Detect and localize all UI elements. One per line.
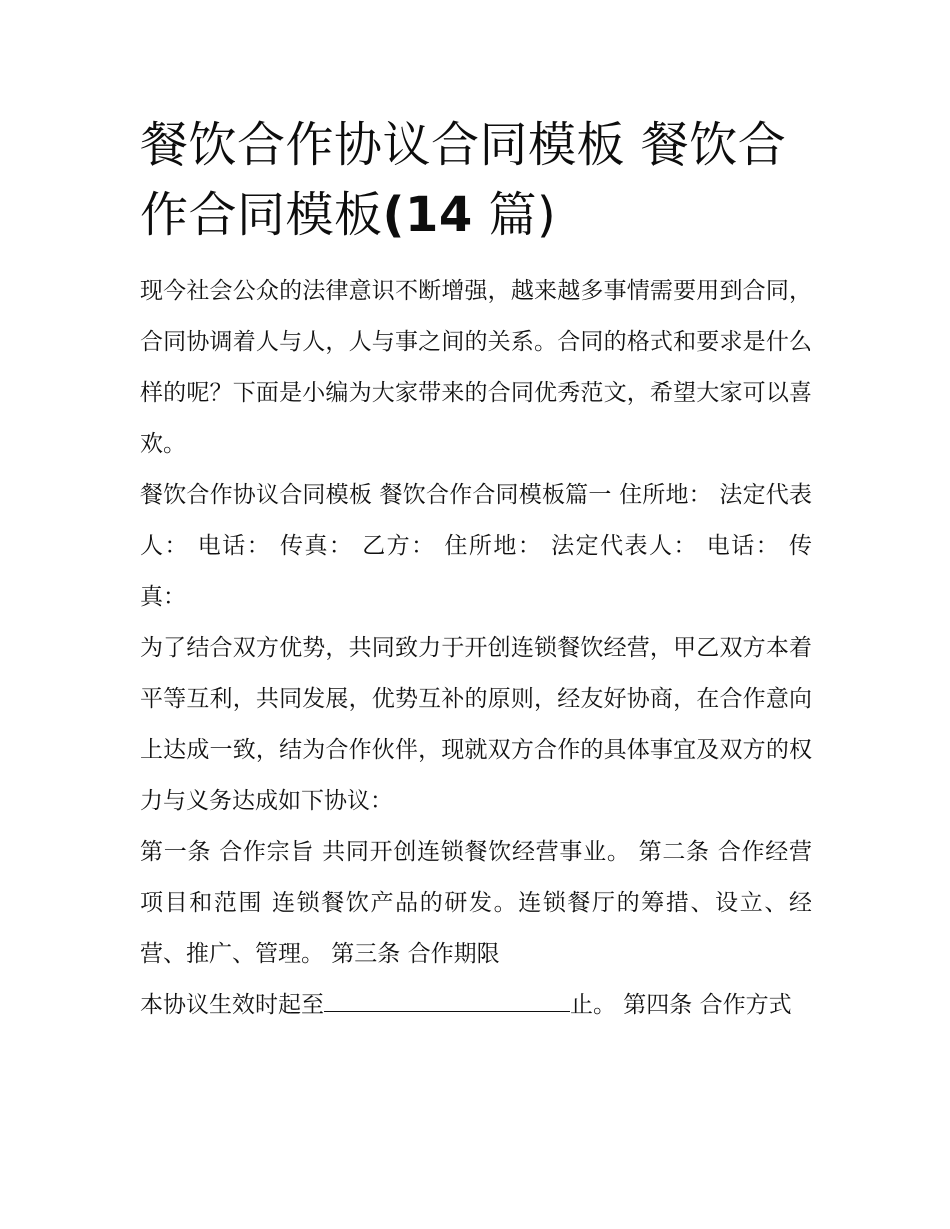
- term-paragraph: [140, 980, 812, 1031]
- term-text-before: 本协议生效时起至: [140, 992, 324, 1018]
- document-page: [140, 110, 812, 1031]
- articles-paragraph: 第一条 合作宗旨 共同开创连锁餐饮经营事业。 第二条 合作经营项目和范围 连锁餐饮产品的研发。连锁餐厅的筹措、设立、经营、推广、管理。 第三条 合作期限: [140, 839, 812, 967]
- term-blank-line: [324, 989, 570, 1012]
- preamble-paragraph: 为了结合双方优势，共同致力于开创连锁餐饮经营，甲乙双方本着平等互利，共同发展，优势互补的原则，经友好协商，在合作意向上达成一致，结为合作伙伴，现就双方合作的具体事宜及双方的权力与义务达成如下协议：: [140, 635, 812, 814]
- title-text: 餐饮合作协议合同模板 餐饮合作合同模板: [140, 117, 787, 243]
- intro-paragraph: 现今社会公众的法律意识不断增强，越来越多事情需要用到合同，合同协调着人与人，人与事之间的关系。合同的格式和要求是什么样的呢？下面是小编为大家带来的合同优秀范文，希望大家可以喜欢。: [140, 278, 812, 457]
- title-count: (14: [382, 187, 473, 243]
- document-title: [140, 110, 812, 250]
- parties-paragraph: 餐饮合作协议合同模板 餐饮合作合同模板篇一 住所地： 法定代表人： 电话： 传真： 乙方： 住所地： 法定代表人： 电话： 传真：: [140, 482, 812, 610]
- term-text-after: 止。 第四条 合作方式: [570, 992, 792, 1018]
- document-body: [140, 266, 812, 1031]
- title-suffix: 篇): [472, 187, 557, 243]
